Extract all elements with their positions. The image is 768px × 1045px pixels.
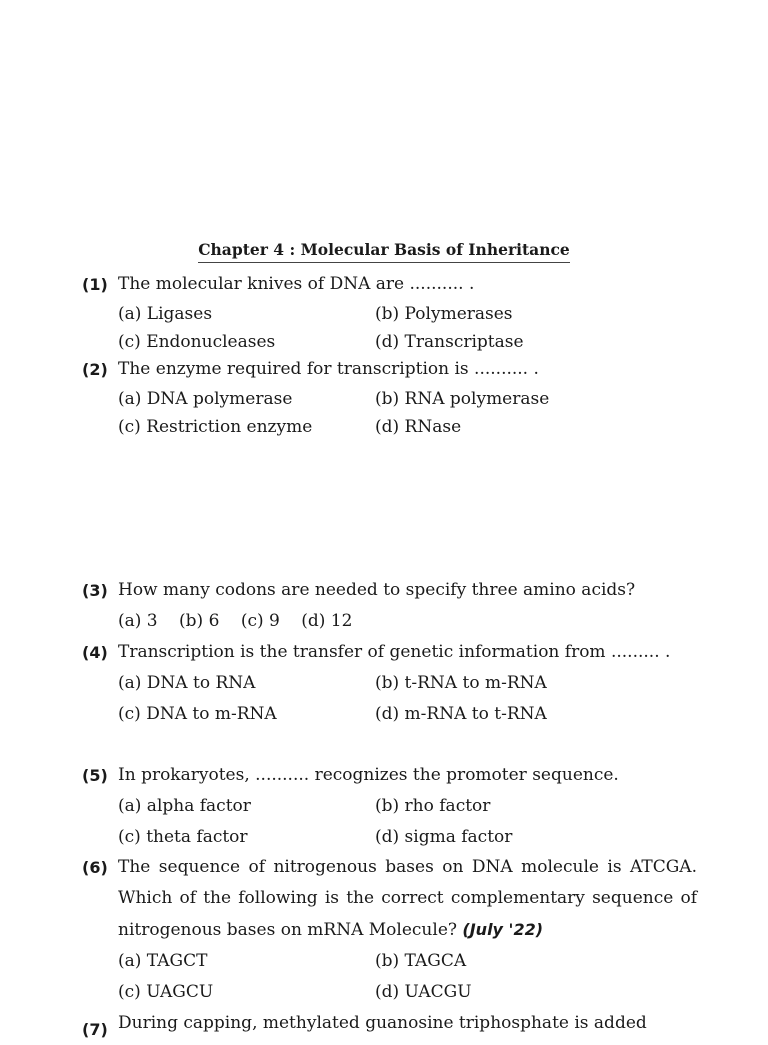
option-d: (d) 12	[301, 611, 353, 631]
chapter-title-text: Chapter 4 : Molecular Basis of Inheritance	[198, 240, 570, 263]
options-row	[118, 822, 697, 853]
option-d: (d) UACGU	[375, 982, 472, 1002]
option-a: (a) TAGCT	[118, 951, 208, 971]
options-row	[118, 385, 697, 413]
options-row	[118, 946, 697, 977]
options-grid	[118, 385, 697, 441]
question-4	[82, 637, 697, 730]
option-d: (d) Transcriptase	[375, 332, 524, 352]
question-stem: The molecular knives of DNA are .......... .	[118, 274, 475, 294]
chapter-title	[0, 240, 768, 263]
option-c: (c) Restriction enzyme	[118, 417, 313, 437]
options-row	[118, 328, 697, 356]
option-d: (d) RNase	[375, 417, 462, 437]
option-a: (a) 3	[118, 611, 158, 631]
options-row	[118, 413, 697, 441]
options-row	[118, 668, 697, 699]
question-5	[82, 760, 697, 853]
options-row	[118, 300, 697, 328]
question-stem: How many codons are needed to specify three amino acids?	[118, 580, 636, 600]
question-1	[82, 269, 697, 356]
option-d: (d) m-RNA to t-RNA	[375, 704, 547, 724]
option-a: (a) Ligases	[118, 304, 213, 324]
options-row	[118, 977, 697, 1008]
question-number: (7)	[82, 1020, 108, 1039]
option-b: (b) Polymerases	[375, 304, 513, 324]
options-grid	[118, 668, 697, 730]
option-b: (b) RNA polymerase	[375, 389, 550, 409]
options-grid	[118, 300, 697, 356]
question-stem: Transcription is the transfer of genetic information from ......... .	[118, 642, 671, 662]
options-inline	[118, 606, 697, 637]
option-b: (b) TAGCA	[375, 951, 467, 971]
question-2	[82, 354, 697, 441]
option-c: (c) theta factor	[118, 827, 248, 847]
options-grid	[118, 791, 697, 853]
question-number: (3)	[82, 581, 108, 600]
question-number: (5)	[82, 766, 108, 785]
question-number: (2)	[82, 360, 108, 379]
options-grid	[118, 946, 697, 1008]
options-row	[118, 791, 697, 822]
question-stem: During capping, methylated guanosine triphosphate is added	[118, 1013, 647, 1033]
exam-tag: (July '22)	[462, 920, 544, 939]
options-row	[118, 699, 697, 730]
option-a: (a) DNA polymerase	[118, 389, 293, 409]
option-a: (a) alpha factor	[118, 796, 251, 816]
option-c: (c) 9	[240, 611, 280, 631]
question-number: (6)	[82, 858, 108, 877]
option-c: (c) DNA to m-RNA	[118, 704, 277, 724]
option-c: (c) UAGCU	[118, 982, 214, 1002]
question-stem	[118, 852, 697, 946]
question-stem-text: The sequence of nitrogenous bases on DNA molecule is ATCGA. Which of the following is the correct complementary sequence of nitrogenous bases on mRNA Molecule?	[118, 857, 697, 940]
option-c: (c) Endonucleases	[118, 332, 276, 352]
option-b: (b) rho factor	[375, 796, 491, 816]
question-3	[82, 575, 697, 637]
option-b: (b) t-RNA to m-RNA	[375, 673, 547, 693]
question-number: (4)	[82, 643, 108, 662]
option-b: (b) 6	[179, 611, 220, 631]
question-stem: In prokaryotes, .......... recognizes the promoter sequence.	[118, 765, 619, 785]
question-number: (1)	[82, 275, 108, 294]
option-d: (d) sigma factor	[375, 827, 513, 847]
question-stem: The enzyme required for transcription is .......... .	[118, 359, 539, 379]
question-6	[82, 852, 697, 1008]
option-a: (a) DNA to RNA	[118, 673, 256, 693]
